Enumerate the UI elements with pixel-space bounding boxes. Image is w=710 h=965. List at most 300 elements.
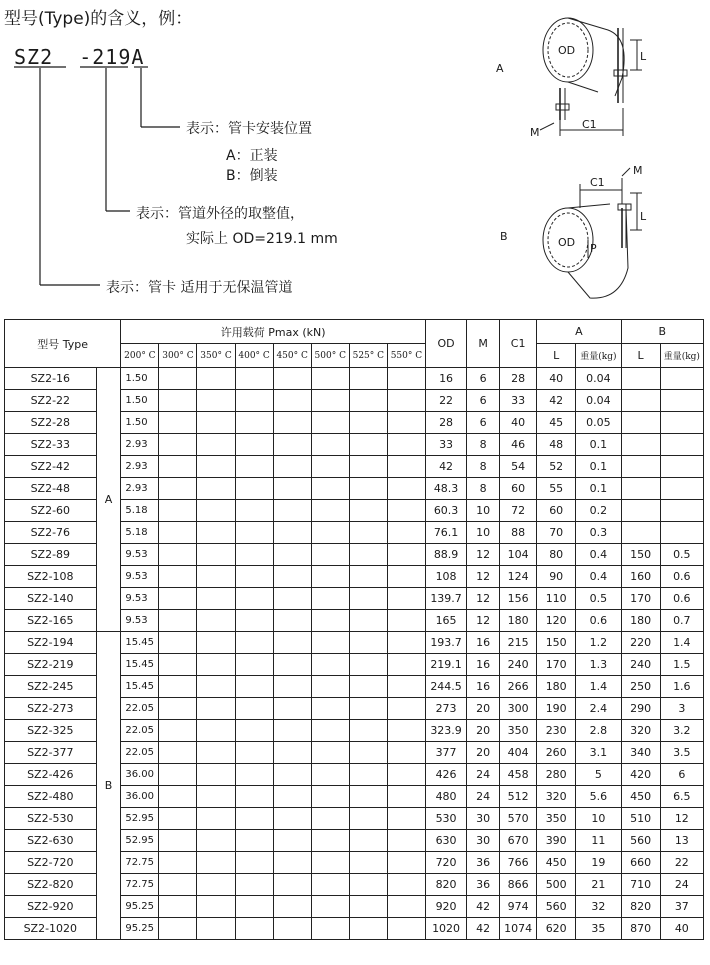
cell-load-empty: [159, 720, 197, 742]
cell-load-empty: [387, 654, 425, 676]
cell-load-empty: [197, 456, 235, 478]
cell-c1: 570: [500, 808, 537, 830]
header-b: B: [621, 320, 703, 344]
cell-load-empty: [311, 676, 349, 698]
cell-type: SZ2-165: [5, 610, 97, 632]
cell-load-empty: [235, 896, 273, 918]
legend-position: 表示：管卡安装位置: [186, 121, 312, 137]
cell-c1: 458: [500, 764, 537, 786]
cell-m: 6: [467, 412, 500, 434]
cell-load-empty: [159, 610, 197, 632]
cell-load-empty: [235, 786, 273, 808]
cell-load-empty: [311, 544, 349, 566]
cell-od: 630: [425, 830, 466, 852]
cell-bl: 150: [621, 544, 660, 566]
cell-load-empty: [159, 698, 197, 720]
cell-aw: 32: [576, 896, 621, 918]
cell-load-empty: [197, 874, 235, 896]
cell-load-empty: [273, 588, 311, 610]
cell-load-empty: [235, 566, 273, 588]
cell-c1: 974: [500, 896, 537, 918]
cell-load-empty: [197, 368, 235, 390]
cell-load-empty: [197, 654, 235, 676]
cell-od: 88.9: [425, 544, 466, 566]
cell-load-200: 5.18: [121, 500, 159, 522]
cell-m: 8: [467, 478, 500, 500]
cell-m: 12: [467, 610, 500, 632]
cell-load-empty: [387, 610, 425, 632]
cell-aw: 35: [576, 918, 621, 940]
cell-m: 30: [467, 830, 500, 852]
cell-bl: 290: [621, 698, 660, 720]
cell-load-200: 2.93: [121, 456, 159, 478]
cell-load-200: 15.45: [121, 676, 159, 698]
cell-load-empty: [159, 830, 197, 852]
cell-c1: 215: [500, 632, 537, 654]
cell-load-empty: [311, 896, 349, 918]
legend-option-a: A：正装: [226, 148, 278, 164]
cell-m: 36: [467, 874, 500, 896]
cell-od: 60.3: [425, 500, 466, 522]
cell-bw: [660, 434, 703, 456]
header-temp-550: 550° C: [387, 344, 425, 368]
spec-table: [4, 319, 704, 940]
cell-bl: 220: [621, 632, 660, 654]
header-temp-300: 300° C: [159, 344, 197, 368]
cell-m: 24: [467, 764, 500, 786]
cell-load-empty: [235, 368, 273, 390]
cell-type: SZ2-140: [5, 588, 97, 610]
cell-load-empty: [159, 632, 197, 654]
cell-od: 530: [425, 808, 466, 830]
cell-od: 920: [425, 896, 466, 918]
cell-type: SZ2-820: [5, 874, 97, 896]
cell-load-empty: [387, 478, 425, 500]
cell-load-empty: [311, 654, 349, 676]
cell-c1: 88: [500, 522, 537, 544]
cell-m: 10: [467, 522, 500, 544]
cell-aw: 1.3: [576, 654, 621, 676]
cell-bl: 510: [621, 808, 660, 830]
cell-load-empty: [197, 412, 235, 434]
cell-od: 426: [425, 764, 466, 786]
cell-c1: 124: [500, 566, 537, 588]
cell-load-empty: [159, 896, 197, 918]
cell-load-empty: [387, 742, 425, 764]
code-prefix: SZ2: [14, 45, 54, 69]
cell-type: SZ2-22: [5, 390, 97, 412]
cell-aw: 0.1: [576, 434, 621, 456]
cell-al: 42: [537, 390, 576, 412]
diagram-b-od: OD: [558, 236, 576, 249]
cell-c1: 72: [500, 500, 537, 522]
cell-bw: [660, 390, 703, 412]
cell-load-empty: [387, 632, 425, 654]
cell-al: 150: [537, 632, 576, 654]
diagram-b-m: M: [633, 164, 643, 177]
cell-load-200: 72.75: [121, 852, 159, 874]
cell-load-empty: [159, 368, 197, 390]
cell-c1: 156: [500, 588, 537, 610]
cell-aw: 19: [576, 852, 621, 874]
cell-load-empty: [311, 918, 349, 940]
cell-type: SZ2-426: [5, 764, 97, 786]
cell-load-empty: [311, 456, 349, 478]
cell-bl: 660: [621, 852, 660, 874]
cell-load-empty: [349, 390, 387, 412]
cell-load-200: 5.18: [121, 522, 159, 544]
cell-type: SZ2-480: [5, 786, 97, 808]
cell-load-empty: [159, 654, 197, 676]
cell-bl: 450: [621, 786, 660, 808]
cell-al: 350: [537, 808, 576, 830]
cell-load-empty: [349, 412, 387, 434]
cell-aw: 1.4: [576, 676, 621, 698]
cell-load-empty: [159, 434, 197, 456]
cell-bl: 340: [621, 742, 660, 764]
cell-load-empty: [273, 830, 311, 852]
diagram-a-l: L: [640, 50, 647, 63]
cell-al: 52: [537, 456, 576, 478]
cell-c1: 33: [500, 390, 537, 412]
cell-load-empty: [197, 742, 235, 764]
cell-load-empty: [387, 874, 425, 896]
cell-bw: 1.5: [660, 654, 703, 676]
cell-load-empty: [273, 676, 311, 698]
cell-load-empty: [349, 742, 387, 764]
cell-load-empty: [197, 522, 235, 544]
cell-m: 6: [467, 390, 500, 412]
cell-load-empty: [235, 764, 273, 786]
cell-bl: [621, 412, 660, 434]
cell-load-empty: [349, 852, 387, 874]
cell-load-empty: [235, 500, 273, 522]
cell-m: 10: [467, 500, 500, 522]
cell-m: 30: [467, 808, 500, 830]
cell-aw: 0.6: [576, 610, 621, 632]
cell-c1: 54: [500, 456, 537, 478]
cell-bw: [660, 522, 703, 544]
cell-aw: 0.1: [576, 478, 621, 500]
header-temp-400: 400° C: [235, 344, 273, 368]
cell-load-empty: [387, 786, 425, 808]
cell-load-200: 1.50: [121, 390, 159, 412]
cell-type: SZ2-273: [5, 698, 97, 720]
cell-m: 42: [467, 896, 500, 918]
cell-c1: 28: [500, 368, 537, 390]
cell-c1: 266: [500, 676, 537, 698]
cell-aw: 21: [576, 874, 621, 896]
cell-load-empty: [349, 698, 387, 720]
cell-load-empty: [349, 918, 387, 940]
cell-al: 110: [537, 588, 576, 610]
cell-load-200: 72.75: [121, 874, 159, 896]
cell-od: 244.5: [425, 676, 466, 698]
cell-load-empty: [387, 368, 425, 390]
cell-bl: 320: [621, 720, 660, 742]
cell-load-empty: [387, 830, 425, 852]
cell-load-empty: [159, 874, 197, 896]
cell-bw: 24: [660, 874, 703, 896]
cell-al: 80: [537, 544, 576, 566]
cell-load-200: 15.45: [121, 654, 159, 676]
cell-load-empty: [349, 632, 387, 654]
cell-bw: 1.6: [660, 676, 703, 698]
cell-load-empty: [273, 368, 311, 390]
cell-bl: 420: [621, 764, 660, 786]
cell-od: 108: [425, 566, 466, 588]
cell-load-empty: [311, 764, 349, 786]
cell-load-empty: [159, 852, 197, 874]
cell-al: 390: [537, 830, 576, 852]
cell-load-empty: [387, 544, 425, 566]
cell-bl: 710: [621, 874, 660, 896]
cell-load-empty: [349, 764, 387, 786]
table-row: [5, 632, 704, 654]
cell-load-empty: [235, 610, 273, 632]
legend-type: 表示：管卡 适用于无保温管道: [106, 280, 293, 296]
cell-c1: 404: [500, 742, 537, 764]
cell-load-empty: [235, 522, 273, 544]
cell-m: 16: [467, 654, 500, 676]
cell-aw: 10: [576, 808, 621, 830]
cell-bl: 870: [621, 918, 660, 940]
cell-load-empty: [273, 808, 311, 830]
cell-c1: 866: [500, 874, 537, 896]
cell-od: 820: [425, 874, 466, 896]
header-m: M: [467, 320, 500, 368]
cell-m: 8: [467, 456, 500, 478]
cell-load-empty: [273, 852, 311, 874]
cell-load-empty: [159, 566, 197, 588]
cell-bl: 560: [621, 830, 660, 852]
cell-load-empty: [197, 896, 235, 918]
cell-load-empty: [235, 742, 273, 764]
cell-load-empty: [197, 676, 235, 698]
cell-load-empty: [311, 720, 349, 742]
cell-load-empty: [387, 698, 425, 720]
cell-load-empty: [349, 566, 387, 588]
cell-c1: 60: [500, 478, 537, 500]
cell-load-empty: [235, 852, 273, 874]
group-label-a: A: [96, 368, 121, 632]
cell-load-empty: [197, 764, 235, 786]
cell-bl: [621, 456, 660, 478]
cell-load-empty: [273, 434, 311, 456]
cell-m: 6: [467, 368, 500, 390]
cell-bw: 0.6: [660, 588, 703, 610]
diagram-a-c1: C1: [582, 118, 597, 131]
cell-load-empty: [159, 544, 197, 566]
legend-od-actual: 实际上 OD=219.1 mm: [186, 231, 338, 247]
cell-load-200: 52.95: [121, 830, 159, 852]
cell-aw: 0.1: [576, 456, 621, 478]
cell-load-200: 95.25: [121, 896, 159, 918]
cell-load-empty: [311, 412, 349, 434]
cell-load-empty: [159, 918, 197, 940]
diagram-a-m: M: [530, 126, 540, 139]
cell-load-empty: [197, 566, 235, 588]
cell-al: 180: [537, 676, 576, 698]
diagram-b-label: B: [500, 230, 508, 243]
cell-load-empty: [349, 676, 387, 698]
cell-load-empty: [387, 500, 425, 522]
cell-type: SZ2-16: [5, 368, 97, 390]
code-suffix: -219A: [79, 45, 145, 69]
cell-load-200: 15.45: [121, 632, 159, 654]
diagram-a-label: A: [496, 62, 504, 75]
cell-load-empty: [311, 522, 349, 544]
cell-load-empty: [349, 654, 387, 676]
cell-bl: 240: [621, 654, 660, 676]
cell-load-200: 22.05: [121, 742, 159, 764]
cell-load-empty: [387, 918, 425, 940]
cell-c1: 300: [500, 698, 537, 720]
cell-load-empty: [349, 786, 387, 808]
cell-load-empty: [273, 764, 311, 786]
cell-load-empty: [197, 786, 235, 808]
cell-load-empty: [273, 478, 311, 500]
cell-load-empty: [349, 368, 387, 390]
cell-load-empty: [273, 456, 311, 478]
cell-load-empty: [235, 544, 273, 566]
cell-load-empty: [273, 412, 311, 434]
cell-c1: 350: [500, 720, 537, 742]
cell-al: 120: [537, 610, 576, 632]
cell-type: SZ2-42: [5, 456, 97, 478]
header-od: OD: [425, 320, 466, 368]
cell-load-empty: [273, 544, 311, 566]
cell-load-empty: [387, 434, 425, 456]
cell-type: SZ2-89: [5, 544, 97, 566]
cell-aw: 0.2: [576, 500, 621, 522]
cell-type: SZ2-377: [5, 742, 97, 764]
cell-aw: 11: [576, 830, 621, 852]
cell-load-empty: [159, 676, 197, 698]
cell-bw: 0.7: [660, 610, 703, 632]
cell-c1: 180: [500, 610, 537, 632]
cell-load-empty: [387, 896, 425, 918]
cell-bl: 820: [621, 896, 660, 918]
cell-m: 42: [467, 918, 500, 940]
cell-bw: [660, 456, 703, 478]
cell-type: SZ2-630: [5, 830, 97, 852]
cell-aw: 1.2: [576, 632, 621, 654]
group-label-b: B: [96, 632, 121, 940]
cell-type: SZ2-245: [5, 676, 97, 698]
cell-load-empty: [273, 610, 311, 632]
cell-bl: 170: [621, 588, 660, 610]
cell-load-200: 36.00: [121, 764, 159, 786]
header-temp-500: 500° C: [311, 344, 349, 368]
cell-load-empty: [311, 434, 349, 456]
cell-load-empty: [235, 830, 273, 852]
cell-load-200: 1.50: [121, 412, 159, 434]
cell-load-empty: [197, 610, 235, 632]
cell-load-empty: [273, 632, 311, 654]
cell-load-200: 1.50: [121, 368, 159, 390]
cell-load-200: 9.53: [121, 588, 159, 610]
header-temp-350: 350° C: [197, 344, 235, 368]
cell-load-empty: [159, 456, 197, 478]
cell-al: 45: [537, 412, 576, 434]
cell-od: 480: [425, 786, 466, 808]
header-b-l: L: [621, 344, 660, 368]
cell-load-empty: [273, 566, 311, 588]
cell-load-empty: [311, 808, 349, 830]
cell-load-empty: [311, 368, 349, 390]
header-type: 型号 Type: [5, 320, 121, 368]
cell-load-empty: [273, 874, 311, 896]
cell-load-empty: [159, 742, 197, 764]
cell-load-empty: [273, 896, 311, 918]
cell-m: 20: [467, 698, 500, 720]
cell-load-empty: [235, 588, 273, 610]
cell-load-200: 22.05: [121, 698, 159, 720]
cell-type: SZ2-108: [5, 566, 97, 588]
cell-bl: [621, 368, 660, 390]
cell-c1: 104: [500, 544, 537, 566]
cell-aw: 0.4: [576, 544, 621, 566]
cell-bw: 22: [660, 852, 703, 874]
cell-load-empty: [387, 852, 425, 874]
cell-al: 230: [537, 720, 576, 742]
header-c1: C1: [500, 320, 537, 368]
cell-aw: 0.04: [576, 368, 621, 390]
cell-bw: 6: [660, 764, 703, 786]
cell-load-empty: [273, 500, 311, 522]
cell-od: 377: [425, 742, 466, 764]
cell-al: 90: [537, 566, 576, 588]
cell-bw: 40: [660, 918, 703, 940]
cell-aw: 0.4: [576, 566, 621, 588]
cell-load-empty: [311, 610, 349, 632]
cell-m: 20: [467, 742, 500, 764]
cell-load-empty: [197, 830, 235, 852]
cell-aw: 0.05: [576, 412, 621, 434]
cell-load-200: 9.53: [121, 566, 159, 588]
cell-load-empty: [235, 698, 273, 720]
cell-type: SZ2-28: [5, 412, 97, 434]
cell-od: 273: [425, 698, 466, 720]
cell-aw: 0.04: [576, 390, 621, 412]
header-a-l: L: [537, 344, 576, 368]
cell-m: 24: [467, 786, 500, 808]
diagram-b-l: L: [640, 210, 647, 223]
cell-load-empty: [311, 566, 349, 588]
cell-c1: 670: [500, 830, 537, 852]
cell-c1: 1074: [500, 918, 537, 940]
cell-load-empty: [235, 676, 273, 698]
cell-load-empty: [235, 456, 273, 478]
cell-load-empty: [159, 478, 197, 500]
cell-bw: 3: [660, 698, 703, 720]
cell-m: 16: [467, 676, 500, 698]
cell-al: 40: [537, 368, 576, 390]
cell-load-empty: [349, 588, 387, 610]
cell-load-empty: [197, 632, 235, 654]
cell-load-empty: [159, 786, 197, 808]
header-load: 许用载荷 Pmax (kN): [121, 320, 426, 344]
cell-load-200: 2.93: [121, 434, 159, 456]
cell-load-empty: [235, 654, 273, 676]
cell-bw: [660, 368, 703, 390]
cell-al: 500: [537, 874, 576, 896]
cell-load-empty: [197, 720, 235, 742]
cell-load-empty: [273, 698, 311, 720]
cell-c1: 240: [500, 654, 537, 676]
cell-load-empty: [387, 676, 425, 698]
